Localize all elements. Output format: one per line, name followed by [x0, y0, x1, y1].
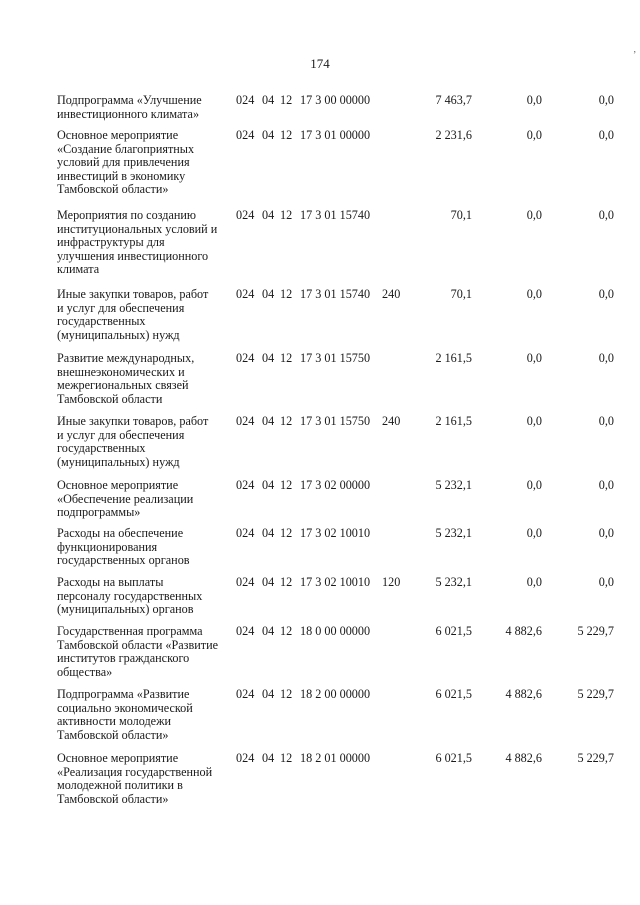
code-vr: 120 — [382, 575, 401, 589]
code-csr: 18 0 00 00000 — [300, 624, 371, 638]
code-ved: 024 — [236, 687, 255, 701]
code-rz: 04 — [262, 687, 275, 701]
code-vr: 240 — [382, 287, 401, 301]
code-csr: 18 2 00 00000 — [300, 687, 371, 701]
code-pr: 12 — [280, 93, 293, 107]
code-ved: 024 — [236, 575, 255, 589]
code-ved: 024 — [236, 526, 255, 540]
row-name: Государственная программа Тамбовской области «Развитие институтов гражданского общества» — [57, 624, 219, 679]
row-name: Подпрограмма «Улучшение инвестиционного климата» — [57, 93, 202, 121]
code-pr: 12 — [280, 478, 293, 492]
value-year-3: 0,0 — [598, 575, 614, 589]
value-year-1: 7 463,7 — [435, 93, 472, 107]
code-csr: 18 2 01 00000 — [300, 751, 371, 765]
code-csr: 17 3 02 10010 — [300, 526, 371, 540]
code-rz: 04 — [262, 751, 275, 765]
code-rz: 04 — [262, 128, 275, 142]
code-pr: 12 — [280, 208, 293, 222]
code-ved: 024 — [236, 93, 255, 107]
edge-mark: , — [633, 44, 636, 55]
code-pr: 12 — [280, 351, 293, 365]
value-year-2: 0,0 — [526, 351, 542, 365]
code-pr: 12 — [280, 287, 293, 301]
value-year-1: 2 161,5 — [435, 351, 472, 365]
value-year-2: 4 882,6 — [505, 624, 542, 638]
value-year-3: 5 229,7 — [577, 751, 614, 765]
value-year-1: 2 161,5 — [435, 414, 472, 428]
code-rz: 04 — [262, 351, 275, 365]
code-csr: 17 3 02 00000 — [300, 478, 371, 492]
value-year-2: 0,0 — [526, 478, 542, 492]
code-pr: 12 — [280, 687, 293, 701]
value-year-3: 0,0 — [598, 128, 614, 142]
value-year-2: 0,0 — [526, 93, 542, 107]
code-csr: 17 3 02 10010 — [300, 575, 371, 589]
code-rz: 04 — [262, 414, 275, 428]
value-year-3: 0,0 — [598, 93, 614, 107]
row-name: Иные закупки товаров, работ и услуг для обеспечения государственных (муниципальных) нужд — [57, 414, 209, 469]
code-rz: 04 — [262, 93, 275, 107]
value-year-3: 0,0 — [598, 208, 614, 222]
row-name: Основное мероприятие «Создание благоприятных условий для привлечения инвестиций в экономику Тамбовской области» — [57, 128, 195, 197]
code-ved: 024 — [236, 751, 255, 765]
page-number: 174 — [310, 56, 330, 71]
value-year-3: 5 229,7 — [577, 687, 614, 701]
code-ved: 024 — [236, 287, 255, 301]
code-vr: 240 — [382, 414, 401, 428]
value-year-3: 0,0 — [598, 351, 614, 365]
code-ved: 024 — [236, 351, 255, 365]
row-name: Подпрограмма «Развитие социально экономической активности молодежи Тамбовской области» — [57, 687, 193, 742]
value-year-1: 5 232,1 — [435, 526, 472, 540]
code-ved: 024 — [236, 128, 255, 142]
value-year-2: 0,0 — [526, 526, 542, 540]
value-year-2: 0,0 — [526, 575, 542, 589]
code-csr: 17 3 01 15740 — [300, 208, 371, 222]
value-year-1: 6 021,5 — [435, 751, 472, 765]
code-csr: 17 3 01 15740 — [300, 287, 371, 301]
code-rz: 04 — [262, 208, 275, 222]
code-csr: 17 3 01 00000 — [300, 128, 371, 142]
code-rz: 04 — [262, 526, 275, 540]
code-rz: 04 — [262, 287, 275, 301]
value-year-1: 6 021,5 — [435, 687, 472, 701]
value-year-3: 5 229,7 — [577, 624, 614, 638]
row-name: Иные закупки товаров, работ и услуг для обеспечения государственных (муниципальных) нужд — [57, 287, 209, 342]
code-rz: 04 — [262, 478, 275, 492]
value-year-3: 0,0 — [598, 526, 614, 540]
row-name: Основное мероприятие «Реализация государственной молодежной политики в Тамбовской области» — [57, 751, 213, 806]
code-pr: 12 — [280, 526, 293, 540]
value-year-3: 0,0 — [598, 478, 614, 492]
value-year-2: 0,0 — [526, 128, 542, 142]
code-csr: 17 3 01 15750 — [300, 414, 371, 428]
code-ved: 024 — [236, 414, 255, 428]
row-name: Расходы на обеспечение функционирования государственных органов — [57, 526, 190, 568]
code-pr: 12 — [280, 624, 293, 638]
code-ved: 024 — [236, 208, 255, 222]
value-year-2: 4 882,6 — [505, 687, 542, 701]
code-ved: 024 — [236, 624, 255, 638]
value-year-1: 70,1 — [450, 287, 472, 301]
code-pr: 12 — [280, 575, 293, 589]
code-pr: 12 — [280, 414, 293, 428]
value-year-3: 0,0 — [598, 414, 614, 428]
code-csr: 17 3 00 00000 — [300, 93, 371, 107]
value-year-1: 5 232,1 — [435, 478, 472, 492]
value-year-2: 0,0 — [526, 208, 542, 222]
code-pr: 12 — [280, 751, 293, 765]
value-year-1: 5 232,1 — [435, 575, 472, 589]
value-year-1: 2 231,6 — [435, 128, 472, 142]
code-pr: 12 — [280, 128, 293, 142]
value-year-2: 4 882,6 — [505, 751, 542, 765]
code-csr: 17 3 01 15750 — [300, 351, 371, 365]
value-year-1: 70,1 — [450, 208, 472, 222]
value-year-3: 0,0 — [598, 287, 614, 301]
value-year-2: 0,0 — [526, 287, 542, 301]
value-year-1: 6 021,5 — [435, 624, 472, 638]
row-name: Мероприятия по созданию институциональных условий и инфраструктуры для улучшения инвестиционного климата — [57, 208, 218, 277]
value-year-2: 0,0 — [526, 414, 542, 428]
code-ved: 024 — [236, 478, 255, 492]
row-name: Основное мероприятие «Обеспечение реализации подпрограммы» — [57, 478, 194, 520]
code-rz: 04 — [262, 575, 275, 589]
row-name: Расходы на выплаты персоналу государственных (муниципальных) органов — [57, 575, 203, 617]
code-rz: 04 — [262, 624, 275, 638]
row-name: Развитие международных, внешнеэкономических и межрегиональных связей Тамбовской области — [57, 351, 195, 406]
